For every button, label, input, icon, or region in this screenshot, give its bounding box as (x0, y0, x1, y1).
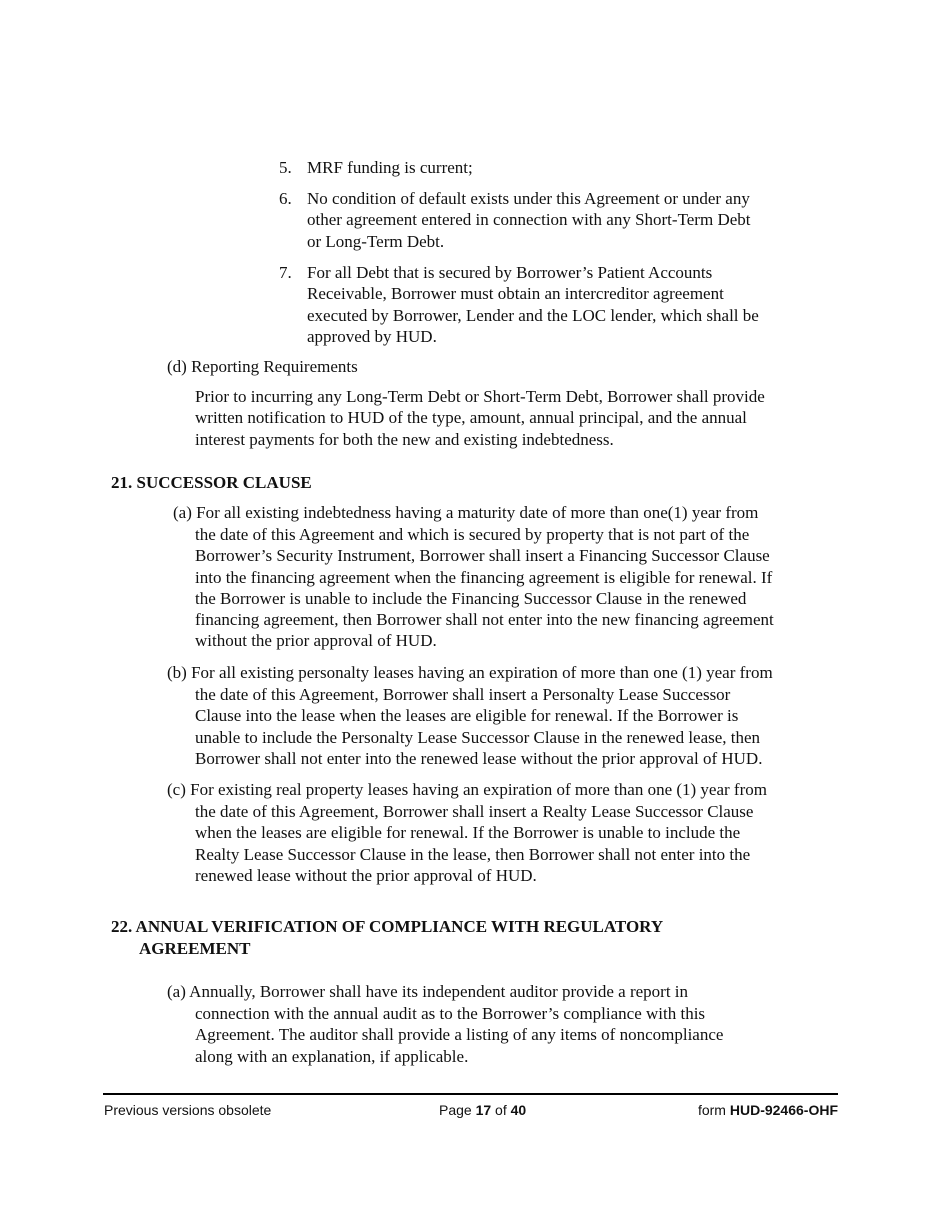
text-line: executed by Borrower, Lender and the LOC lender, which shall be (307, 305, 759, 325)
section-22-heading: 22. ANNUAL VERIFICATION OF COMPLIANCE WITH REGULATORY (111, 917, 664, 936)
list-item-7 (307, 262, 759, 347)
text-line: Clause into the lease when the leases are eligible for renewal. If the Borrower is (195, 706, 739, 726)
text-line: financing agreement, then Borrower shall not enter into the new financing agreement (195, 610, 774, 630)
text-line: MRF funding is current; (307, 158, 473, 177)
page-total: 40 (510, 1102, 527, 1118)
text-line: renewed lease without the prior approval of HUD. (195, 865, 537, 885)
page-of: of (491, 1102, 511, 1118)
list-item-6 (307, 188, 751, 252)
footer-page-number (439, 1101, 526, 1119)
text-line: Realty Lease Successor Clause in the lease, then Borrower shall not enter into the (195, 844, 751, 864)
text-line: written notification to HUD of the type, amount, annual principal, and the annual (195, 408, 747, 428)
section-21-heading: 21. SUCCESSOR CLAUSE (111, 473, 312, 492)
text-line: without the prior approval of HUD. (195, 631, 437, 651)
text-line: the date of this Agreement and which is secured by property that is not part of the (195, 525, 750, 544)
section-22-a-first: (a) Annually, Borrower shall have its independent auditor provide a report in (167, 982, 689, 1001)
section-21-a-rest (195, 524, 774, 652)
section-21-b-rest (195, 684, 762, 769)
text-line: unable to include the Personalty Lease Successor Clause in the renewed lease, then (195, 727, 761, 747)
text-line: or Long-Term Debt. (307, 231, 445, 251)
text-line: when the leases are eligible for renewal. If the Borrower is unable to include the (195, 823, 741, 843)
footer-divider (103, 1093, 838, 1095)
text-line: Borrower shall not enter into the renewed lease without the prior approval of HUD. (195, 748, 763, 768)
text-line: Prior to incurring any Long-Term Debt or Short-Term Debt, Borrower shall provide (195, 387, 765, 406)
list-number-6: 6. (279, 189, 292, 208)
section-21-c-rest (195, 801, 753, 886)
text-line: connection with the annual audit as to the Borrower’s compliance with this (195, 1004, 706, 1023)
list-item-5 (307, 157, 473, 178)
text-line: interest payments for both the new and existing indebtedness. (195, 429, 614, 449)
list-number-5: 5. (279, 158, 292, 177)
text-line: approved by HUD. (307, 326, 437, 346)
footer-form-id (698, 1101, 838, 1119)
text-line: the Borrower is unable to include the Financing Successor Clause in the renewed (195, 588, 747, 608)
section-21-c-first: (c) For existing real property leases having an expiration of more than one (1) year from (167, 780, 767, 799)
text-line: the date of this Agreement, Borrower shall insert a Personalty Lease Successor (195, 685, 731, 704)
footer-left-note: Previous versions obsolete (104, 1102, 272, 1118)
text-line: other agreement entered in connection with any Short-Term Debt (307, 210, 751, 230)
text-line: Borrower’s Security Instrument, Borrower shall insert a Financing Successor Clause (195, 546, 770, 566)
section-22-heading-cont: AGREEMENT (139, 939, 251, 958)
list-number-7: 7. (279, 263, 292, 282)
text-line: No condition of default exists under this Agreement or under any (307, 189, 750, 208)
section-21-a-first: (a) For all existing indebtedness having a maturity date of more than one(1) year from (173, 503, 759, 522)
form-prefix: form (697, 1102, 730, 1118)
page-prefix: Page (439, 1102, 476, 1118)
text-line: Agreement. The auditor shall provide a listing of any items of noncompliance (195, 1025, 724, 1045)
section-21-b-first: (b) For all existing personalty leases having an expiration of more than one (1) year from (167, 663, 773, 682)
text-line: For all Debt that is secured by Borrower’s Patient Accounts (307, 263, 713, 282)
text-line: the date of this Agreement, Borrower shall insert a Realty Lease Successor Clause (195, 802, 754, 821)
section-d-paragraph (195, 386, 765, 450)
text-line: along with an explanation, if applicable. (195, 1046, 469, 1066)
section-d-label: (d) Reporting Requirements (167, 357, 358, 376)
section-22-a-rest (195, 1003, 723, 1067)
text-line: into the financing agreement when the financing agreement is eligible for renewal. If (195, 567, 773, 587)
text-line: Receivable, Borrower must obtain an intercreditor agreement (307, 284, 724, 304)
form-number: HUD-92466-OHF (729, 1102, 838, 1118)
page-current: 17 (475, 1102, 492, 1118)
